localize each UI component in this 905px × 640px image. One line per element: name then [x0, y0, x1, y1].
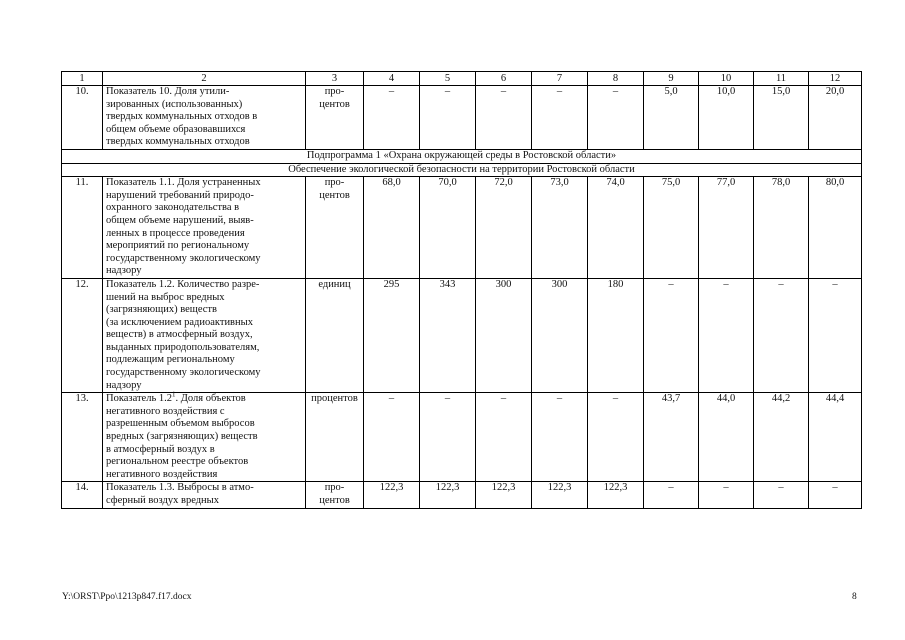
column-number: 9 — [644, 72, 699, 86]
value-cell: 15,0 — [754, 86, 809, 150]
indicator-name: Показатель 1.1. Доля устраненных нарушений требований природо- охранного законодательства в общем объеме нарушений, выяв- ленных в процессе проведения мероприятий по региональному государственному экологическому надзору — [103, 177, 306, 279]
value-cell: – — [532, 86, 588, 150]
indicators-table — [61, 71, 862, 509]
value-cell: 122,3 — [476, 482, 532, 508]
value-cell: 73,0 — [532, 177, 588, 279]
value-cell: 180 — [588, 278, 644, 392]
value-cell: 68,0 — [364, 177, 420, 279]
column-number: 4 — [364, 72, 420, 86]
value-cell: – — [532, 393, 588, 482]
value-cell: 44,4 — [809, 393, 862, 482]
value-cell: – — [644, 482, 699, 508]
value-cell: – — [699, 278, 754, 392]
value-cell: 44,2 — [754, 393, 809, 482]
value-cell: – — [588, 393, 644, 482]
value-cell: – — [364, 86, 420, 150]
value-cell: 78,0 — [754, 177, 809, 279]
column-number: 7 — [532, 72, 588, 86]
value-cell: 10,0 — [699, 86, 754, 150]
table-row — [62, 177, 862, 279]
value-cell: 44,0 — [699, 393, 754, 482]
subprogram-title: Подпрограмма 1 «Охрана окружающей среды в Ростовской области» — [62, 149, 862, 163]
value-cell: 122,3 — [588, 482, 644, 508]
value-cell: 43,7 — [644, 393, 699, 482]
value-cell: – — [754, 482, 809, 508]
section-row — [62, 163, 862, 177]
row-number: 10. — [62, 86, 103, 150]
unit-of-measure: единиц — [306, 278, 364, 392]
footnote-marker: 1 — [172, 390, 176, 399]
column-number: 3 — [306, 72, 364, 86]
table-row — [62, 482, 862, 508]
value-cell: – — [364, 393, 420, 482]
value-cell: 343 — [420, 278, 476, 392]
value-cell: 300 — [476, 278, 532, 392]
value-cell: 122,3 — [532, 482, 588, 508]
unit-of-measure: про- центов — [306, 177, 364, 279]
value-cell: 74,0 — [588, 177, 644, 279]
value-cell: 300 — [532, 278, 588, 392]
column-number-row — [62, 72, 862, 86]
section-title: Обеспечение экологической безопасности на территории Ростовской области — [62, 163, 862, 177]
unit-of-measure: процентов — [306, 393, 364, 482]
column-number: 8 — [588, 72, 644, 86]
value-cell: 20,0 — [809, 86, 862, 150]
table-row — [62, 86, 862, 150]
row-number: 11. — [62, 177, 103, 279]
value-cell: 122,3 — [364, 482, 420, 508]
table-row — [62, 278, 862, 392]
indicator-name: Показатель 1.3. Выбросы в атмо- сферный воздух вредных — [103, 482, 306, 508]
table-row — [62, 393, 862, 482]
value-cell: 5,0 — [644, 86, 699, 150]
value-cell: – — [588, 86, 644, 150]
indicator-name: Показатель 10. Доля утили- зированных (использованных) твердых коммунальных отходов в общем объеме образовавшихся твердых коммунальных отходов — [103, 86, 306, 150]
column-number: 10 — [699, 72, 754, 86]
value-cell: 77,0 — [699, 177, 754, 279]
value-cell: – — [476, 86, 532, 150]
column-number: 2 — [103, 72, 306, 86]
value-cell: 295 — [364, 278, 420, 392]
column-number: 1 — [62, 72, 103, 86]
value-cell: – — [420, 86, 476, 150]
value-cell: – — [809, 278, 862, 392]
subprogram-row — [62, 149, 862, 163]
row-number: 12. — [62, 278, 103, 392]
row-number: 14. — [62, 482, 103, 508]
file-path-footer: Y:\ORST\Ppo\1213p847.f17.docx — [62, 592, 192, 602]
column-number: 11 — [754, 72, 809, 86]
page-number: 8 — [852, 592, 857, 602]
value-cell: – — [699, 482, 754, 508]
value-cell: 70,0 — [420, 177, 476, 279]
value-cell: – — [476, 393, 532, 482]
indicator-name: Показатель 1.2. Количество разре- шений на выброс вредных (загрязняющих) веществ (за исключением радиоактивных веществ) в атмосферный воздух, выданных природопользователям, подлежащим региональному государственному экологическому надзору — [103, 278, 306, 392]
value-cell: – — [809, 482, 862, 508]
column-number: 12 — [809, 72, 862, 86]
column-number: 6 — [476, 72, 532, 86]
column-number: 5 — [420, 72, 476, 86]
unit-of-measure: про- центов — [306, 482, 364, 508]
value-cell: – — [420, 393, 476, 482]
value-cell: 122,3 — [420, 482, 476, 508]
value-cell: 80,0 — [809, 177, 862, 279]
value-cell: – — [644, 278, 699, 392]
value-cell: – — [754, 278, 809, 392]
value-cell: 75,0 — [644, 177, 699, 279]
indicator-name: Показатель $1.2^1$. Доля объектов негативного воздействия с разрешенным объемом выбросов вредных (загрязняющих) веществ в атмосферный воздух в региональном реестре объектов негативного воздействия — [103, 393, 306, 482]
row-number: 13. — [62, 393, 103, 482]
value-cell: 72,0 — [476, 177, 532, 279]
unit-of-measure: про- центов — [306, 86, 364, 150]
